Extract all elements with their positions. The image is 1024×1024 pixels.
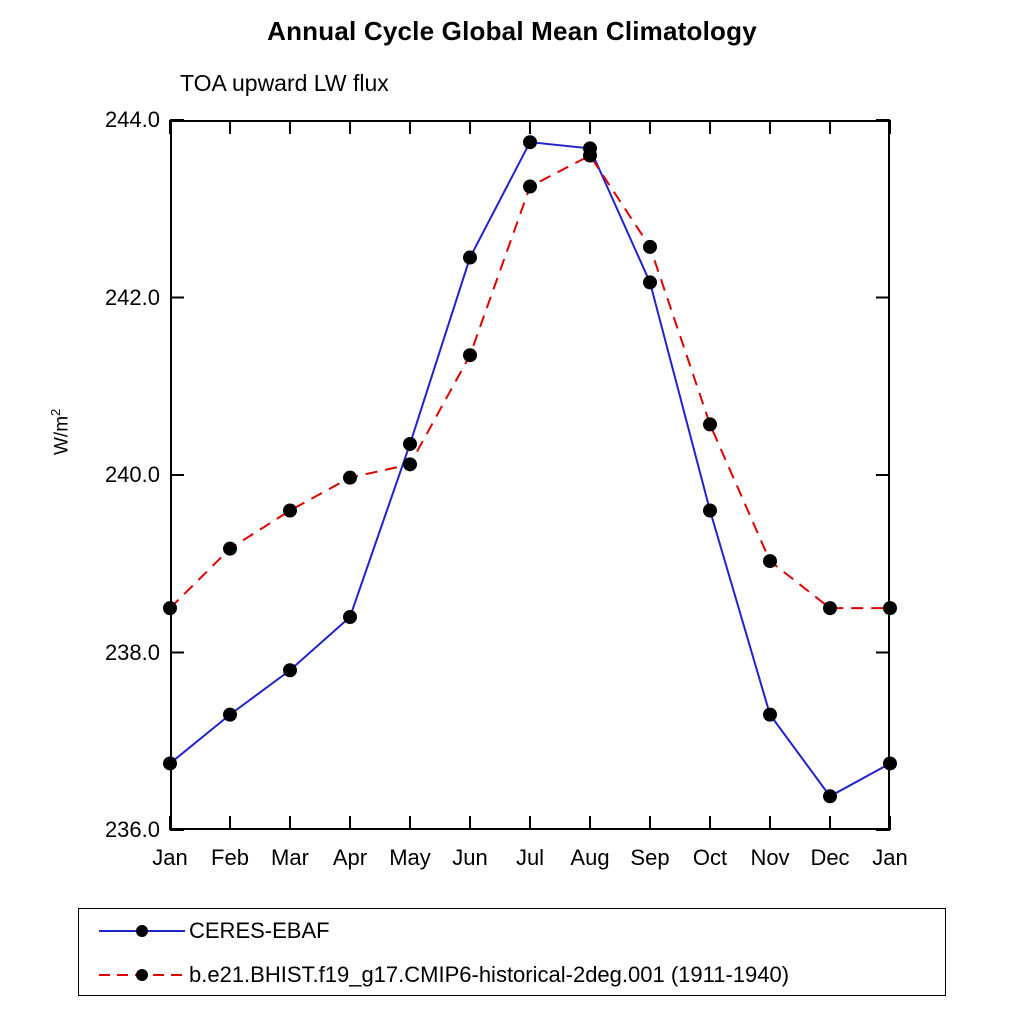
y-axis-ticks [0,0,160,1024]
y-tick-label: 244.0 [104,107,160,132]
y-axis-label-exponent: 2 [48,408,63,416]
y-axis-label-text: W/m [51,415,73,455]
chart-title: Annual Cycle Global Mean Climatology [267,16,757,46]
x-tick-label: Oct [692,845,728,870]
y-tick-label: 238.0 [104,639,160,665]
x-tick-label: Mar [271,845,309,870]
y-tick-label: 236.0 [104,817,160,842]
x-tick-label: Dec [810,845,850,870]
legend-sample-line-1 [97,965,187,985]
legend-sample-line-0 [97,921,187,941]
x-tick-label: Jul [515,845,545,870]
legend-label-1: b.e21.BHIST.f19_g17.CMIP6-historical-2deg.001 (1911-1940) [189,962,790,987]
x-tick-label: May [389,845,431,870]
legend-label-0: CERES-EBAF [189,918,330,943]
x-tick-label: Jan [152,845,188,870]
y-tick-label: 242.0 [104,284,160,310]
y-tick-label: 240.0 [104,462,160,487]
plot-area [170,120,890,830]
chart-subtitle: TOA upward LW flux [180,70,389,96]
legend [78,908,946,996]
x-tick-label: Nov [750,845,790,870]
x-tick-label: Jan [872,845,908,870]
x-tick-label: Feb [211,845,249,870]
x-tick-label: Apr [332,845,368,870]
legend-entry-0 [79,909,945,953]
x-tick-label: Sep [630,845,670,870]
x-tick-label: Jun [452,845,488,870]
x-tick-label: Aug [570,845,610,870]
legend-entry-1 [79,953,945,997]
